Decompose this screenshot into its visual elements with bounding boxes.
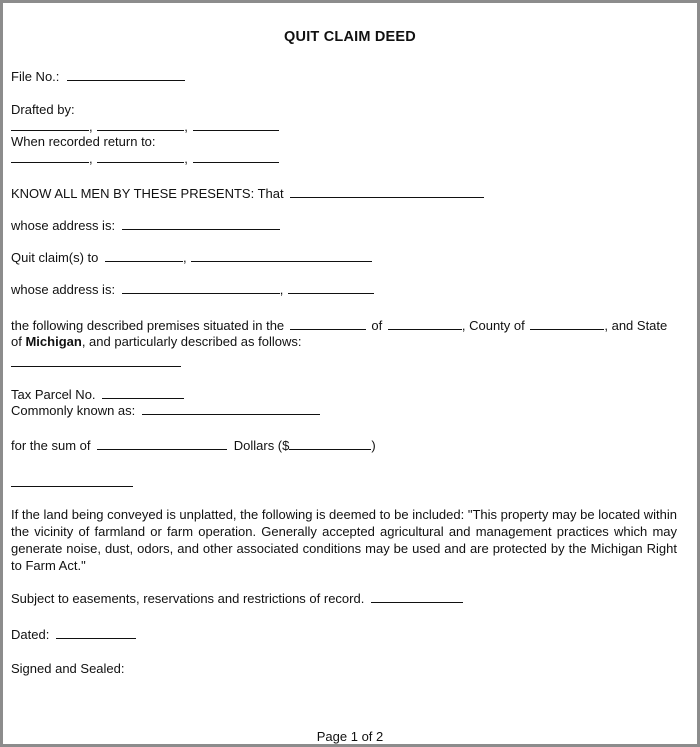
- premises-of-text-2: of: [11, 334, 22, 349]
- know-all-men-label: KNOW ALL MEN BY THESE PRESENTS: That: [11, 186, 284, 201]
- commonly-known-row: [11, 402, 320, 419]
- state-name: Michigan: [25, 334, 82, 349]
- premises-county-blank[interactable]: [530, 317, 604, 330]
- dated-label: Dated:: [11, 627, 50, 642]
- sum-amount-blank[interactable]: [289, 437, 371, 450]
- extra-blank[interactable]: [11, 474, 133, 487]
- premises-description-row: [11, 354, 181, 371]
- page-number: Page 1 of 2: [316, 729, 384, 744]
- premises-of-text: of: [371, 318, 383, 333]
- return-to-comma-2: ,: [184, 151, 188, 166]
- premises-state-text: , and State: [604, 318, 668, 333]
- drafted-by-label: Drafted by:: [11, 102, 75, 117]
- when-recorded-blanks: [11, 150, 279, 167]
- grantee-address-comma: ,: [279, 282, 284, 297]
- know-all-men-row: [11, 185, 484, 202]
- premises-township-blank[interactable]: [290, 317, 366, 330]
- dollars-close: ): [371, 438, 376, 453]
- document-title: QUIT CLAIM DEED: [284, 29, 416, 45]
- sum-row: [11, 437, 376, 454]
- sum-words-blank[interactable]: [97, 437, 227, 450]
- subject-to-blank[interactable]: [371, 590, 463, 603]
- premises-line-1: [11, 317, 667, 334]
- commonly-known-blank[interactable]: [142, 402, 320, 415]
- dated-blank[interactable]: [56, 626, 136, 639]
- return-to-blank-2[interactable]: [97, 150, 184, 163]
- grantee-address-label: whose address is:: [11, 282, 116, 297]
- extra-line-row: [11, 474, 133, 491]
- return-to-blank-3[interactable]: [193, 150, 279, 163]
- premises-text-1: the following described premises situated in the: [11, 318, 285, 333]
- file-no-blank[interactable]: [67, 68, 185, 81]
- when-recorded-label: When recorded return to:: [11, 134, 156, 149]
- file-no-row: [11, 68, 185, 85]
- grantee-blank-2[interactable]: [191, 249, 372, 262]
- grantee-address-blank-2[interactable]: [288, 281, 374, 294]
- grantor-address-label: whose address is:: [11, 218, 116, 233]
- dollars-label: Dollars ($: [233, 438, 290, 453]
- drafted-by-comma-2: ,: [184, 119, 188, 134]
- grantee-blank-1[interactable]: [105, 249, 183, 262]
- subject-to-row: [11, 590, 463, 607]
- return-to-comma-1: ,: [89, 151, 93, 166]
- drafted-by-blank-1[interactable]: [11, 118, 89, 131]
- grantee-comma: ,: [183, 250, 187, 265]
- premises-description-blank[interactable]: [11, 354, 181, 367]
- drafted-by-blanks: [11, 118, 279, 135]
- sum-label: for the sum of: [11, 438, 91, 453]
- document-page: [3, 3, 697, 744]
- return-to-blank-1[interactable]: [11, 150, 89, 163]
- quit-claim-row: [11, 249, 372, 266]
- tax-parcel-blank[interactable]: [102, 386, 184, 399]
- tax-parcel-row: [11, 386, 184, 403]
- grantee-address-blank-1[interactable]: [122, 281, 280, 294]
- premises-text-2: , and particularly described as follows:: [81, 334, 302, 349]
- grantee-address-row: [11, 281, 374, 298]
- tax-parcel-label: Tax Parcel No.: [11, 387, 96, 402]
- drafted-by-blank-3[interactable]: [193, 118, 279, 131]
- grantor-address-row: [11, 217, 280, 234]
- file-no-label: File No.:: [11, 69, 60, 84]
- commonly-known-label: Commonly known as:: [11, 403, 136, 418]
- premises-county-text: , County of: [461, 318, 525, 333]
- subject-to-label: Subject to easements, reservations and restrictions of record.: [11, 591, 365, 606]
- signed-sealed-label: Signed and Sealed:: [11, 661, 125, 676]
- drafted-by-blank-2[interactable]: [97, 118, 184, 131]
- dated-row: [11, 626, 136, 643]
- grantor-name-blank[interactable]: [290, 185, 484, 198]
- drafted-by-comma-1: ,: [89, 119, 93, 134]
- farm-act-paragraph: If the land being conveyed is unplatted, the following is deemed to be included: "This property may be located within the vicinity of farmland or farm operation. Generally accepted agricultural and management practices which may generate noise, dust, odors, and other associated conditions may be used and are protected by the Michigan Right to Farm Act.": [11, 507, 677, 573]
- premises-line-2: [11, 334, 301, 350]
- premises-city-blank[interactable]: [388, 317, 462, 330]
- grantor-address-blank[interactable]: [122, 217, 280, 230]
- quit-claim-label: Quit claim(s) to: [11, 250, 99, 265]
